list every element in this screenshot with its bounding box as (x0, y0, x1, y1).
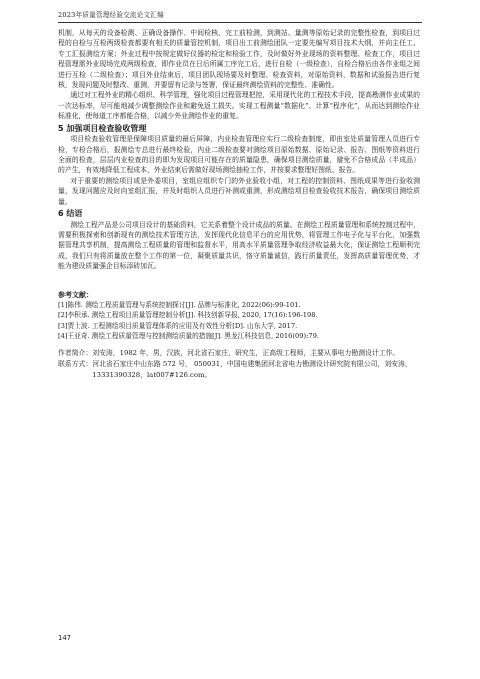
section-heading-6: 6 结语 (58, 209, 83, 218)
body-paragraph: 通过对工程外业的精心组织、科学管理，强化项目过程管理把控，采用现代化的工程技术手段，提高勘测作业成果的一次达标率，尽可能地减少调整测绘作业和避免返工损失。实现工程测量“数据化”、计算“程序化”，从而达到测绘作业标准化，使每道工序都能合格，以减少外业测绘作业的重复。 (58, 91, 420, 121)
references-list (58, 300, 420, 342)
author-bio-label: 作者简介： (58, 348, 93, 357)
author-contact (58, 359, 420, 381)
body-paragraph: 项目检查验收管理是保障项目质量的最后屏障，内业检查管理应实行二级检查制度，即由室处质量管理人员进行专检，专检合格后，报测绘专总进行最终检验，内业二级检查要对测绘项目原始数据、原始记录、报告、图纸等资料进行全面的检查，层层内业检查的目的即为发现项目可能存在的质量隐患，确保项目测绘质量，避免不合格成品（半成品）的产生，有效地降低工程成本，外业结束后需做好现场测绘抽检工作，并按要求整理好图纸、报告。 (58, 135, 420, 175)
reference-item: [2]李积承. 测绘工程项目质量管理控制分析[J]. 科技创新导报, 2020, 17(16):196-198. (58, 311, 318, 320)
body-paragraph: 测绘工程产品是公司项目设计的基础资料，它关系着整个设计成品的质量。在测绘工程质量管理和系统控制过程中，需要积极探索和创新现有的测绘技术管理方法，发挥现代化信息平台的应用优势，将管理工作电子化与平台化，加强数据管理共享机制，提高测绘工程质量的管理和监督水平，用高水平质量管理争取经济收益最大化，保证测绘工程顺利完成，我们只有将质量放在整个工作的第一位，凝聚质量共识，恪守质量诚信，践行质量责任，发挥高质量管理优势，才能为建设质量强企目标添砖加瓦。 (58, 220, 420, 271)
reference-item: [3]贾士波. 工程测绘项目质量管理体系的应用及有效性分析[D]. 山东大学, 2017. (58, 321, 298, 330)
page-number: 147 (58, 634, 71, 642)
header-rule (58, 22, 422, 23)
body-paragraph-continued: 机制，从每天的设备检测、正确设备操作、中间检核、完工前检测，到测站、量测等原始记录的完整性检查，到项目过程的自检与互检两级检查都要有相关的质量管控机制，项目出工前测绘团队一定要先编写项目技术大纲，并向主任工、专工汇报测绘方案；外业过程中按规定做好仪器的检定和检验工作，及时做好外业现场的资料整理、检查工作，项目过程管理需外业现场完成两级检查，即作业员在日后所属工序完工后，进行自检（一级检查），自检合格后由各作业组之间进行互检（二级检查）；项目外业结束后，项目团队现场要及时整理、检查资料，对原始资料、数据和试验报告进行复核，发现问题及时整改、重测，并要留有记录与签署，保证最终测绘资料的完整性、准确性。 (58, 29, 420, 90)
section-heading-5: 5 加强项目检查验收管理 (58, 123, 147, 133)
author-info (58, 348, 420, 381)
article-body (58, 28, 420, 381)
reference-item: [4]王亚奇. 测绘工程质量管理与控制测绘质量的措施[J]. 黑龙江科技信息, 2016(09):79. (58, 332, 320, 341)
author-contact-label: 联系方式： (58, 359, 93, 368)
body-paragraph: 对于重要的测绘项目或是外委项目，室组应组织专门的外业验收小组，对工程的控制资料、图纸成果等进行验收测量，发现问题应及时向室组汇报，并及时组织人员进行补测或重测，形成测绘项目检查验收技术报告，确保项目测绘质量。 (58, 176, 420, 206)
running-header: 2023年质量管理经验交流论文汇编 (58, 11, 164, 19)
author-bio-text: 刘安涛，1982 年，男，汉族，河北省石家庄，研究生，正高级工程师，主要从事电力勘测设计工作。 (92, 348, 400, 357)
author-bio (58, 348, 420, 359)
reference-item: [1]陈伟. 测绘工程质量管理与系统控制探讨[J]. 品牌与标准化, 2022(06):99-101. (58, 301, 301, 310)
references-title: 参考文献： (58, 290, 93, 299)
author-contact-text: 河北省石家庄中山东路 572 号， 050031，中国电建集团河北省电力勘测设计研究院有限公司，刘安涛，13331390328，lat007#126.com。 (92, 359, 412, 379)
